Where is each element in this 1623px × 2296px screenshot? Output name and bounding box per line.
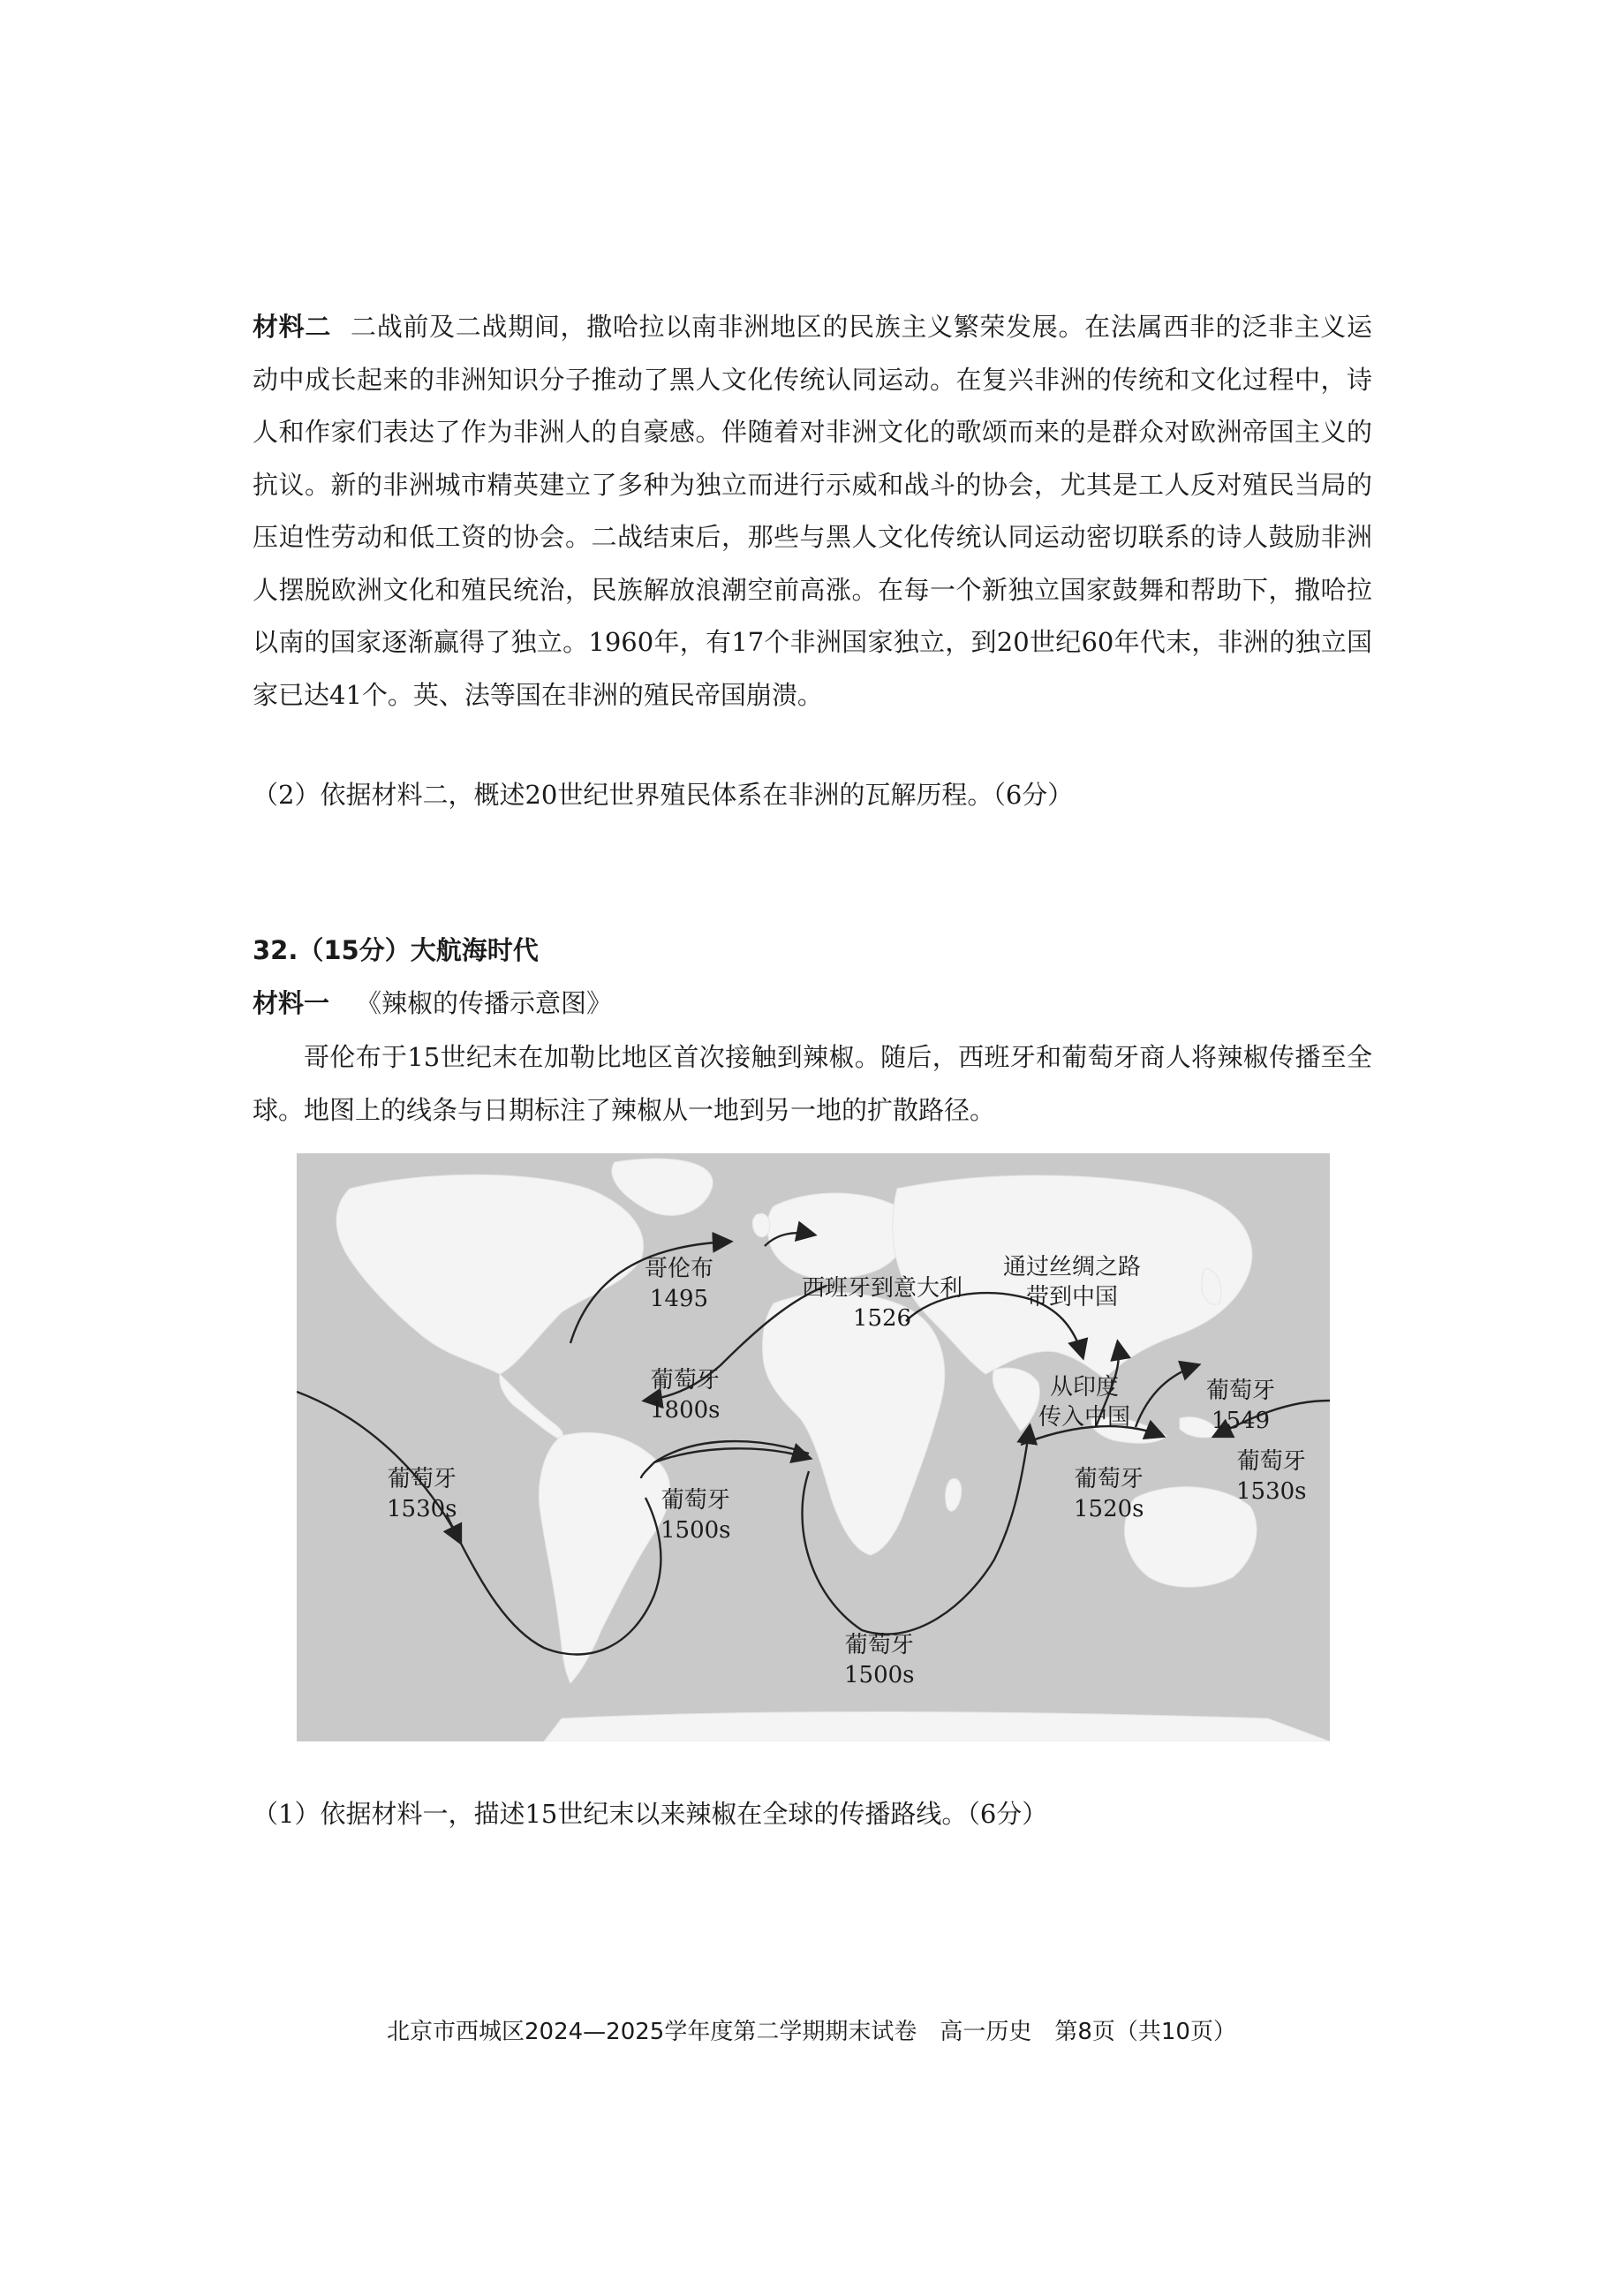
label-year: 1500s [844, 1662, 915, 1688]
label-spain-italy-1526 [802, 1273, 962, 1333]
page-footer: 北京市西城区2024—2025学年度第二学期期末试卷 高一历史 第8页（共10页） [387, 2019, 1236, 2045]
material-two-text: 二战前及二战期间，撒哈拉以南非洲地区的民族主义繁荣发展。在法属西非的泛非主义运动中成长起来的非洲知识分子推动了黑人文化传统认同运动。在复兴非洲的传统和文化过程中，诗人和作家们表达了作为非洲人的自豪感。伴随着对非洲文化的歌颂而来的是群众对欧洲帝国主义的抗议。新的非洲城市精英建立了多种为独立而进行示威和战斗的协会，尤其是工人反对殖民当局的压迫性劳动和低工资的协会。二战结束后，那些与黑人文化传统认同运动密切联系的诗人鼓励非洲人摆脱欧洲文化和殖民统治，民族解放浪潮空前高涨。在每一个新独立国家鼓舞和帮助下，撒哈拉以南的国家逐渐赢得了独立。1960年，有17个非洲国家独立，到20世纪60年代末，非洲的独立国家已达41个。英、法等国在非洲的殖民帝国崩溃。 [253, 312, 1372, 710]
label-text: 从印度 [1050, 1374, 1120, 1401]
label-from-india [1038, 1372, 1130, 1432]
chili-spread-map [297, 1153, 1330, 1741]
material-two-label: 材料二 [253, 312, 332, 342]
label-year: 1526 [852, 1305, 912, 1332]
material-one-text: 哥伦布于15世纪末在加勒比地区首次接触到辣椒。随后，西班牙和葡萄牙商人将辣椒传播至全球。地图上的线条与日期标注了辣椒从一地到另一地的扩散路径。 [253, 1042, 1372, 1125]
material-one-title: 《辣椒的传播示意图》 [356, 988, 613, 1018]
label-portugal-1500s-brazil [661, 1485, 731, 1545]
label-text: 葡萄牙 [1206, 1378, 1276, 1404]
label-columbus-1495 [645, 1254, 713, 1314]
label-portugal-1800s [650, 1365, 721, 1425]
question-two: （2）依据材料二，概述20世纪世界殖民体系在非洲的瓦解历程。（6分） [253, 780, 1074, 810]
label-portugal-1530s-pacific [387, 1464, 457, 1524]
label-text: 葡萄牙 [1236, 1448, 1306, 1475]
label-year: 1500s [661, 1517, 731, 1544]
label-silk-road [1003, 1252, 1141, 1312]
label-text: 葡萄牙 [650, 1367, 720, 1393]
label-text: 葡萄牙 [387, 1466, 457, 1492]
label-year: 1800s [650, 1397, 721, 1424]
label-text-2: 传入中国 [1038, 1404, 1131, 1431]
label-text: 葡萄牙 [661, 1487, 730, 1514]
question-one: （1）依据材料一，描述15世纪末以来辣椒在全球的传播路线。（6分） [253, 1799, 1048, 1829]
label-year: 1549 [1211, 1408, 1271, 1434]
label-year: 1495 [649, 1286, 709, 1312]
world-map-graphic [297, 1153, 1330, 1741]
label-portugal-1549 [1206, 1376, 1275, 1436]
label-text: 葡萄牙 [1074, 1466, 1144, 1492]
label-text: 哥伦布 [645, 1256, 714, 1282]
label-portugal-1530s-east [1236, 1446, 1307, 1507]
label-year: 1520s [1074, 1496, 1144, 1522]
label-text: 通过丝绸之路 [1003, 1254, 1142, 1280]
label-portugal-1520s [1074, 1464, 1144, 1524]
label-portugal-1500s-cape [844, 1630, 915, 1690]
material-one-label: 材料一 [253, 988, 330, 1018]
label-text: 西班牙到意大利 [802, 1275, 963, 1302]
question-32-heading: 32.（15分）大航海时代 [253, 935, 539, 965]
label-year: 1530s [387, 1496, 457, 1522]
material-one-header [253, 984, 612, 1020]
label-year: 1530s [1236, 1478, 1307, 1505]
material-two-paragraph [253, 301, 1372, 721]
label-text-2: 带到中国 [1026, 1284, 1119, 1310]
label-text: 葡萄牙 [844, 1632, 914, 1658]
